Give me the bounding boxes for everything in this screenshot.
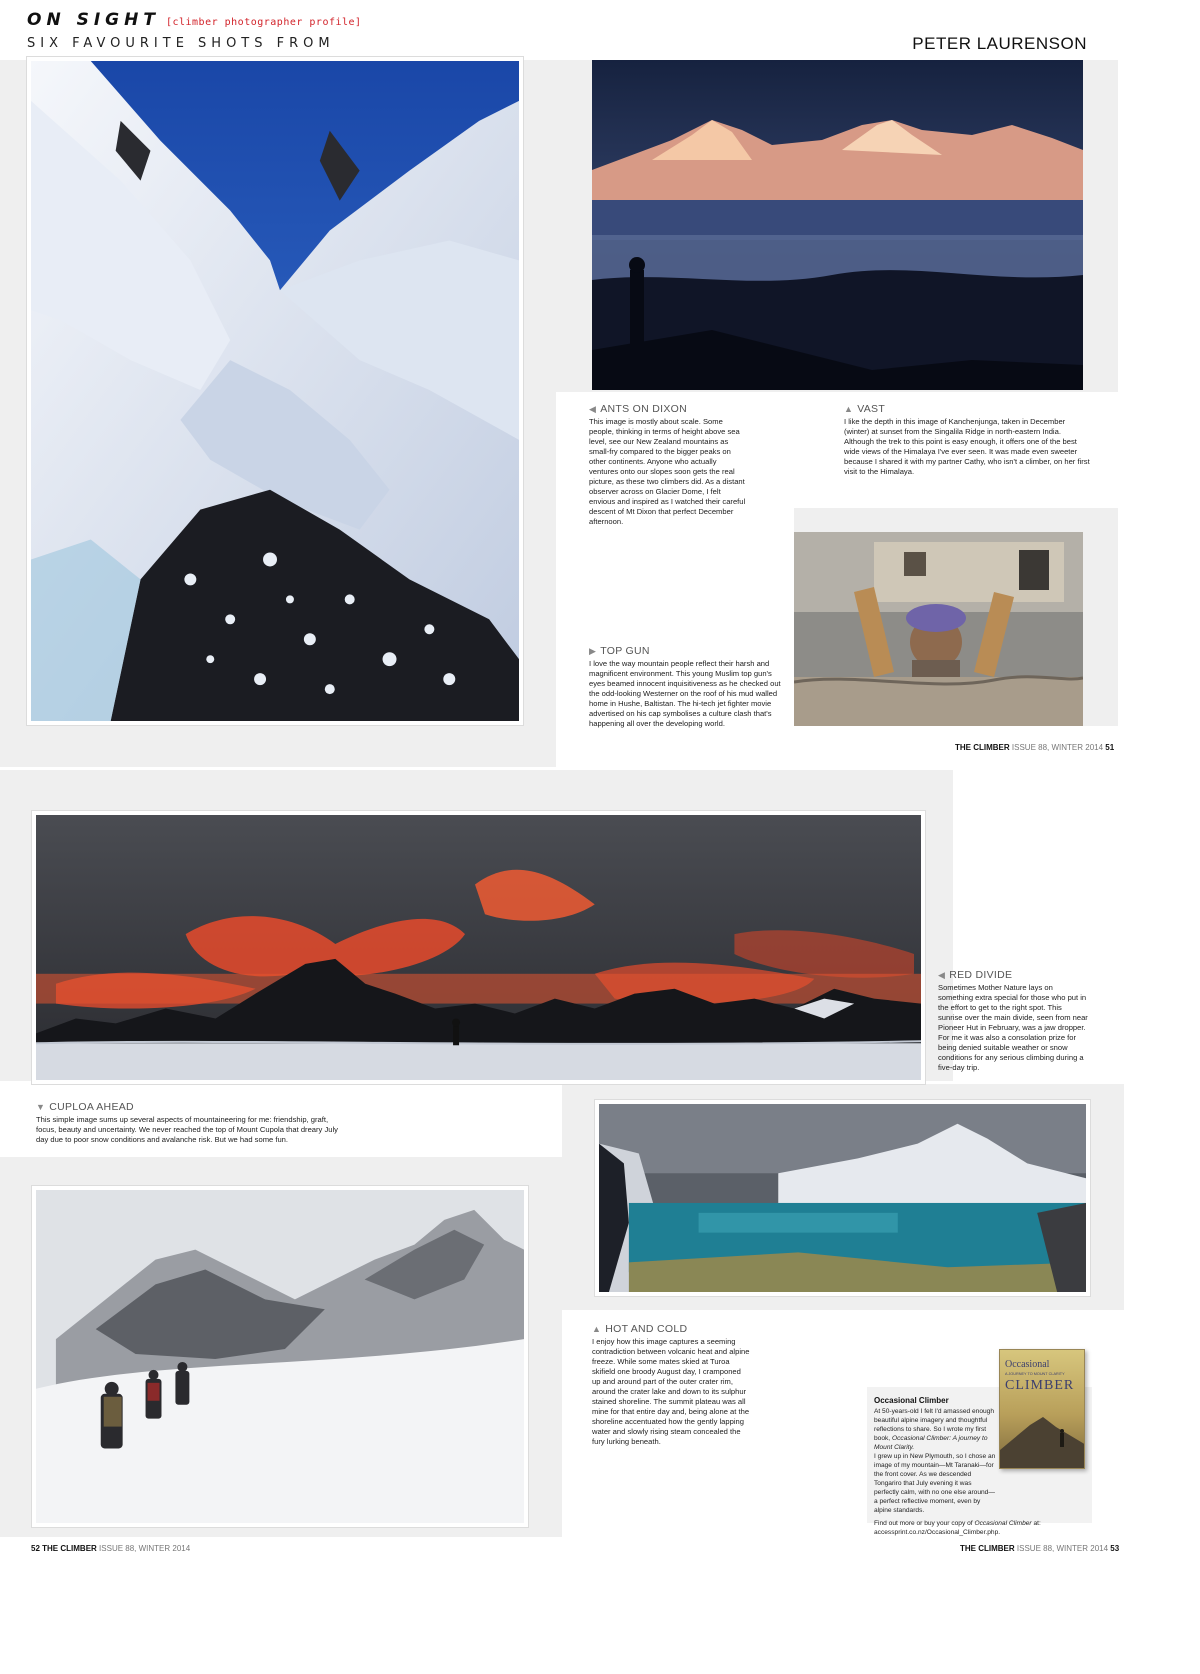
caption-body: I love the way mountain people reflect their harsh and magnificent environment. This young Muslim top gun's eyes beamed innocent inquisitiveness as he checked out the odd-looking Westerner on the roof of his mud walled home in Hushe, Baltistan. The hi-tech jet fighter movie advertised on his cap symbolises a culture clash that's happening all over the developing world. [589, 659, 781, 728]
caption-red-divide [938, 969, 1088, 1073]
caption-body: I enjoy how this image captures a seeming contradiction between volcanic heat and alpine freeze. While some mates skied at Turoa skifield one broody August day, I cramponed up and around part of the outer crater rim, around the crater lake and down to its sulphur stained shoreline. The summit plateau was all mine for that entire day and, being alone at the shoreline accentuated how the gently lapping water and slowly rising steam concealed the fury lurking beneath. [592, 1337, 750, 1446]
photo-ants-on-dixon [26, 56, 524, 726]
vast-image [592, 60, 1083, 390]
folio-page-number: 52 [31, 1544, 40, 1553]
kicker-line [27, 10, 362, 30]
arrow-down-icon: ▼ [36, 1102, 46, 1112]
photo-cupola-ahead [31, 1185, 529, 1528]
top-gun-image [794, 532, 1083, 726]
caption-body: Sometimes Mother Nature lays on something extra special for those who put in the effort to get to the right spot. This sunrise over the main divide, seen from near Pioneer Hut in February, was a jaw dropper. For me it was also a consolation prize for being denied suitable weather or snow conditions for any serious climbing during a five-day trip. [938, 983, 1088, 1072]
page-header [27, 10, 1127, 54]
arrow-left-icon: ◀ [938, 970, 946, 980]
caption-top-gun [589, 645, 783, 729]
caption-vast [844, 403, 1090, 477]
book-link[interactable]: at: accessprint.co.nz/Occasional_Climber.php. [874, 1520, 1041, 1536]
subhead: SIX FAVOURITE SHOTS FROM [27, 36, 335, 51]
photo-hot-and-cold [594, 1099, 1091, 1297]
book-link-text: Find out more or buy your copy of Occasional Climber at: accessprint.co.nz/Occasional_Climber.php. [874, 1520, 1041, 1536]
caption-body: I like the depth in this image of Kanchenjunga, taken in December (winter) at sunset from the Singalila Ridge in north-eastern India. Although the trek to this point is easy enough, it offers one of the best wide views of the Himalaya I've ever seen. It was made even sweeter because I shared it with my partner Cathy, who isn't a climber, on her first visit to the Himalaya. [844, 417, 1090, 476]
kicker-subtitle: [climber photographer profile] [165, 17, 362, 28]
caption-hot-and-cold [592, 1323, 750, 1447]
caption-body: This image is mostly about scale. Some people, thinking in terms of height above sea level, see our New Zealand mountains as small-fry compared to the bigger peaks on other continents. Anyone who actually ventures onto our slopes soon gets the real picture, as these two climbers did. As a distant observer across on Glacier Dome, I felt envious and inspired as I watched their careful descent of Mt Dixon that perfect December afternoon. [589, 417, 746, 526]
arrow-up-icon: ▲ [592, 1324, 602, 1334]
folio-page-number: 51 [1105, 743, 1115, 752]
folio-issue: ISSUE 88, WINTER 2014 [1011, 743, 1104, 752]
folio-page-52 [31, 1544, 190, 1553]
arrow-left-icon: ◀ [589, 404, 597, 414]
caption-ants-on-dixon [589, 403, 747, 527]
photo-red-divide [31, 810, 926, 1085]
caption-title: TOP GUN [600, 645, 650, 657]
book-text [874, 1396, 1088, 1537]
folio-mag: THE CLIMBER [42, 1544, 97, 1553]
ants-on-dixon-image [31, 61, 519, 721]
arrow-up-icon: ▲ [844, 404, 854, 414]
book-cover-big: CLIMBER [1005, 1378, 1075, 1393]
book-cover-top: Occasional [1005, 1359, 1050, 1370]
photo-top-gun [794, 532, 1083, 726]
book-body-2: I grew up in New Plymouth, so I chose an image of my mountain—Mt Taranaki—for the front cover. As we descended Tongariro that July evening it was perfectly calm, with no one else around—a perfect reflective moment, even by alpine standards. [874, 1453, 996, 1514]
caption-title: HOT AND COLD [605, 1323, 688, 1335]
caption-body: This simple image sums up several aspects of mountaineering for me: friendship, graft, focus, beauty and uncertainty. We never reached the top of Mount Cupola that dreary July day due to poor snow conditions and avalanche risk. But we had some fun. [36, 1115, 338, 1144]
book-cover-sub: A JOURNEY TO MOUNT CLARITY [1005, 1372, 1065, 1376]
caption-title: RED DIVIDE [949, 969, 1013, 981]
caption-title: ANTS ON DIXON [600, 403, 687, 415]
book-body-1: At 50-years-old I felt I'd amassed enough beautiful alpine imagery and thoughtful reflections to share. So I wrote my first book, Occasional Climber: A journey to Mount Clarity. [874, 1408, 995, 1451]
hot-and-cold-image [599, 1104, 1086, 1292]
folio-page-number: 53 [1110, 1544, 1120, 1553]
photo-vast [592, 60, 1083, 390]
caption-title: VAST [857, 403, 886, 415]
arrow-right-icon: ▶ [589, 646, 597, 656]
red-divide-image [36, 815, 921, 1080]
book-title: Occasional Climber [874, 1396, 949, 1405]
caption-cupola-ahead [36, 1101, 341, 1145]
folio-mag: THE CLIMBER [960, 1544, 1015, 1553]
folio-issue: ISSUE 88, WINTER 2014 [1016, 1544, 1109, 1553]
folio-issue: ISSUE 88, WINTER 2014 [99, 1544, 191, 1553]
caption-title: CUPLOA AHEAD [49, 1101, 134, 1113]
folio-page-51 [955, 743, 1114, 752]
folio-mag: THE CLIMBER [955, 743, 1010, 752]
cupola-ahead-image [36, 1190, 524, 1523]
folio-page-53 [960, 1544, 1119, 1553]
author-name: PETER LAURENSON [912, 34, 1087, 53]
kicker-title: ON SIGHT [27, 10, 160, 30]
